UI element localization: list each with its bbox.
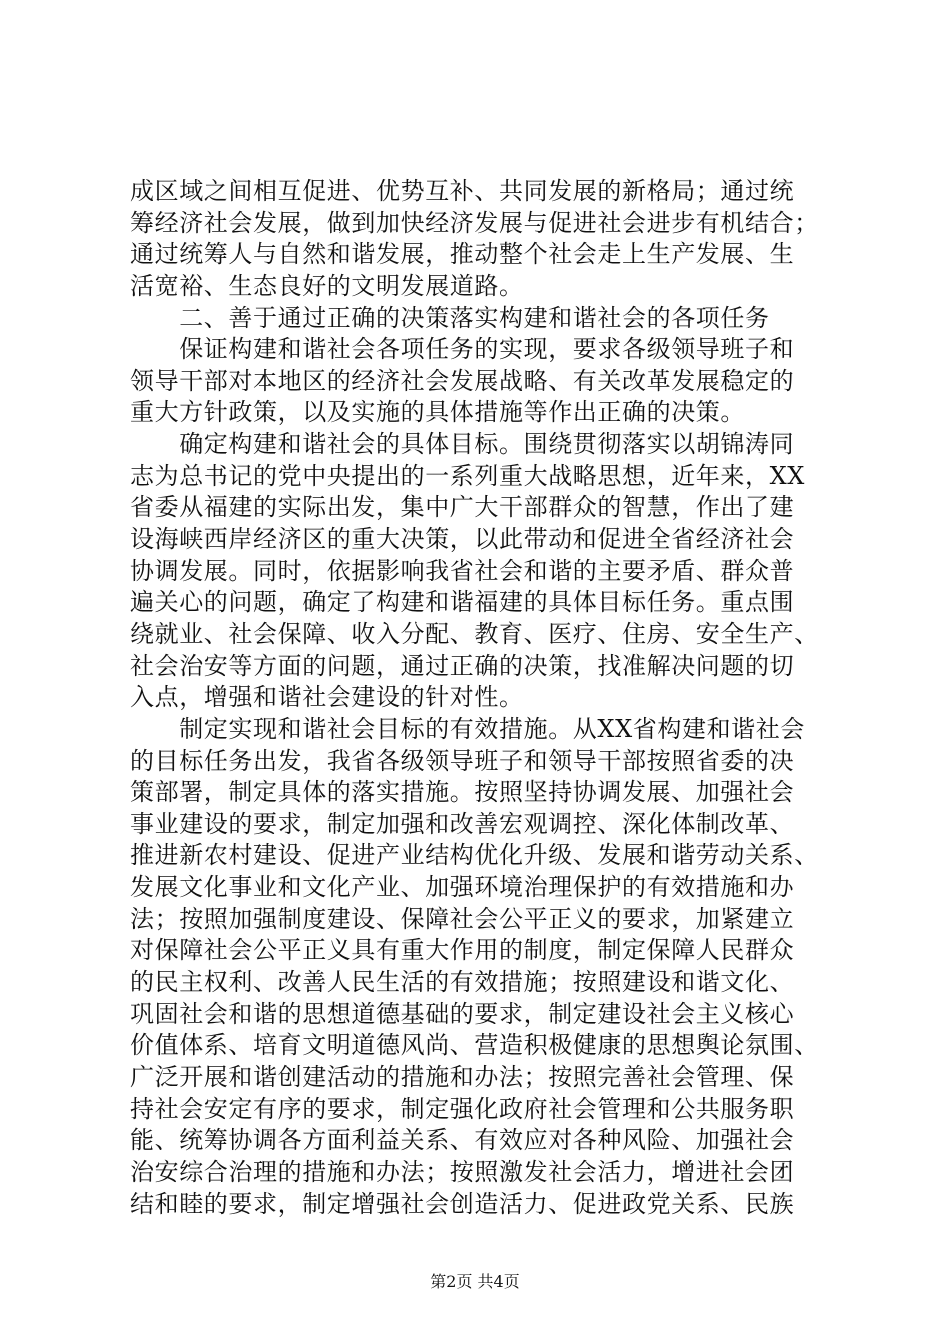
text-line: 的民主权利、改善人民生活的有效措施；按照建设和谐文化、 — [130, 968, 795, 997]
document-body — [130, 176, 830, 1220]
text-line: 重大方针政策，以及实施的具体措施等作出正确的决策。 — [130, 398, 745, 427]
text-line: 治安综合治理的措施和办法；按照激发社会活力，增进社会团 — [130, 1157, 795, 1186]
text-line: 发展文化事业和文化产业、加强环境治理保护的有效措施和办 — [130, 873, 795, 902]
text-line: 价值体系、培育文明道德风尚、营造积极健康的思想舆论氛围、 — [130, 1031, 819, 1060]
text-line: 法；按照加强制度建设、保障社会公平正义的要求，加紧建立 — [130, 904, 795, 933]
text-line: 社会治安等方面的问题，通过正确的决策，找准解决问题的切 — [130, 651, 795, 680]
text-line: 设海峡西岸经济区的重大决策，以此带动和促进全省经济社会 — [130, 525, 795, 554]
text-line: 筹经济社会发展，做到加快经济发展与促进社会进步有机结合； — [130, 208, 819, 237]
text-line: 活宽裕、生态良好的文明发展道路。 — [130, 271, 524, 300]
text-line: 志为总书记的党中央提出的一系列重大战略思想，近年来，XX — [130, 461, 805, 490]
text-line: 广泛开展和谐创建活动的措施和办法；按照完善社会管理、保 — [130, 1062, 795, 1091]
text-line: 协调发展。同时，依据影响我省社会和谐的主要矛盾、群众普 — [130, 556, 795, 585]
text-line: 推进新农村建设、促进产业结构优化升级、发展和谐劳动关系、 — [130, 841, 819, 870]
text-line: 二、善于通过正确的决策落实构建和谐社会的各项任务 — [130, 303, 770, 332]
text-line: 制定实现和谐社会目标的有效措施。从XX省构建和谐社会 — [130, 714, 805, 743]
text-line: 成区域之间相互促进、优势互补、共同发展的新格局；通过统 — [130, 177, 795, 205]
text-line: 遍关心的问题，确定了构建和谐福建的具体目标任务。重点围 — [130, 588, 795, 617]
text-line: 确定构建和谐社会的具体目标。围绕贯彻落实以胡锦涛同 — [130, 430, 795, 459]
text-line: 绕就业、社会保障、收入分配、教育、医疗、住房、安全生产、 — [130, 619, 819, 648]
text-line: 能、统筹协调各方面利益关系、有效应对各种风险、加强社会 — [130, 1126, 795, 1155]
text-line: 结和睦的要求，制定增强社会创造活力、促进政党关系、民族 — [130, 1189, 795, 1218]
page-footer: 第2页 共4页 — [430, 1272, 520, 1291]
text-line: 对保障社会公平正义具有重大作用的制度，制定保障人民群众 — [130, 936, 795, 965]
text-line: 省委从福建的实际出发，集中广大干部群众的智慧，作出了建 — [130, 493, 795, 522]
text-line: 巩固社会和谐的思想道德基础的要求，制定建设社会主义核心 — [130, 999, 795, 1028]
text-line: 保证构建和谐社会各项任务的实现，要求各级领导班子和 — [130, 335, 795, 364]
text-line: 的目标任务出发，我省各级领导班子和领导干部按照省委的决 — [130, 746, 795, 775]
text-line: 通过统筹人与自然和谐发展，推动整个社会走上生产发展、生 — [130, 240, 795, 269]
text-line: 领导干部对本地区的经济社会发展战略、有关改革发展稳定的 — [130, 366, 795, 395]
text-line: 入点，增强和谐社会建设的针对性。 — [130, 683, 524, 712]
text-line: 持社会安定有序的要求，制定强化政府社会管理和公共服务职 — [130, 1094, 795, 1123]
text-line: 策部署，制定具体的落实措施。按照坚持协调发展、加强社会 — [130, 778, 795, 807]
text-line: 事业建设的要求，制定加强和改善宏观调控、深化体制改革、 — [130, 809, 795, 838]
